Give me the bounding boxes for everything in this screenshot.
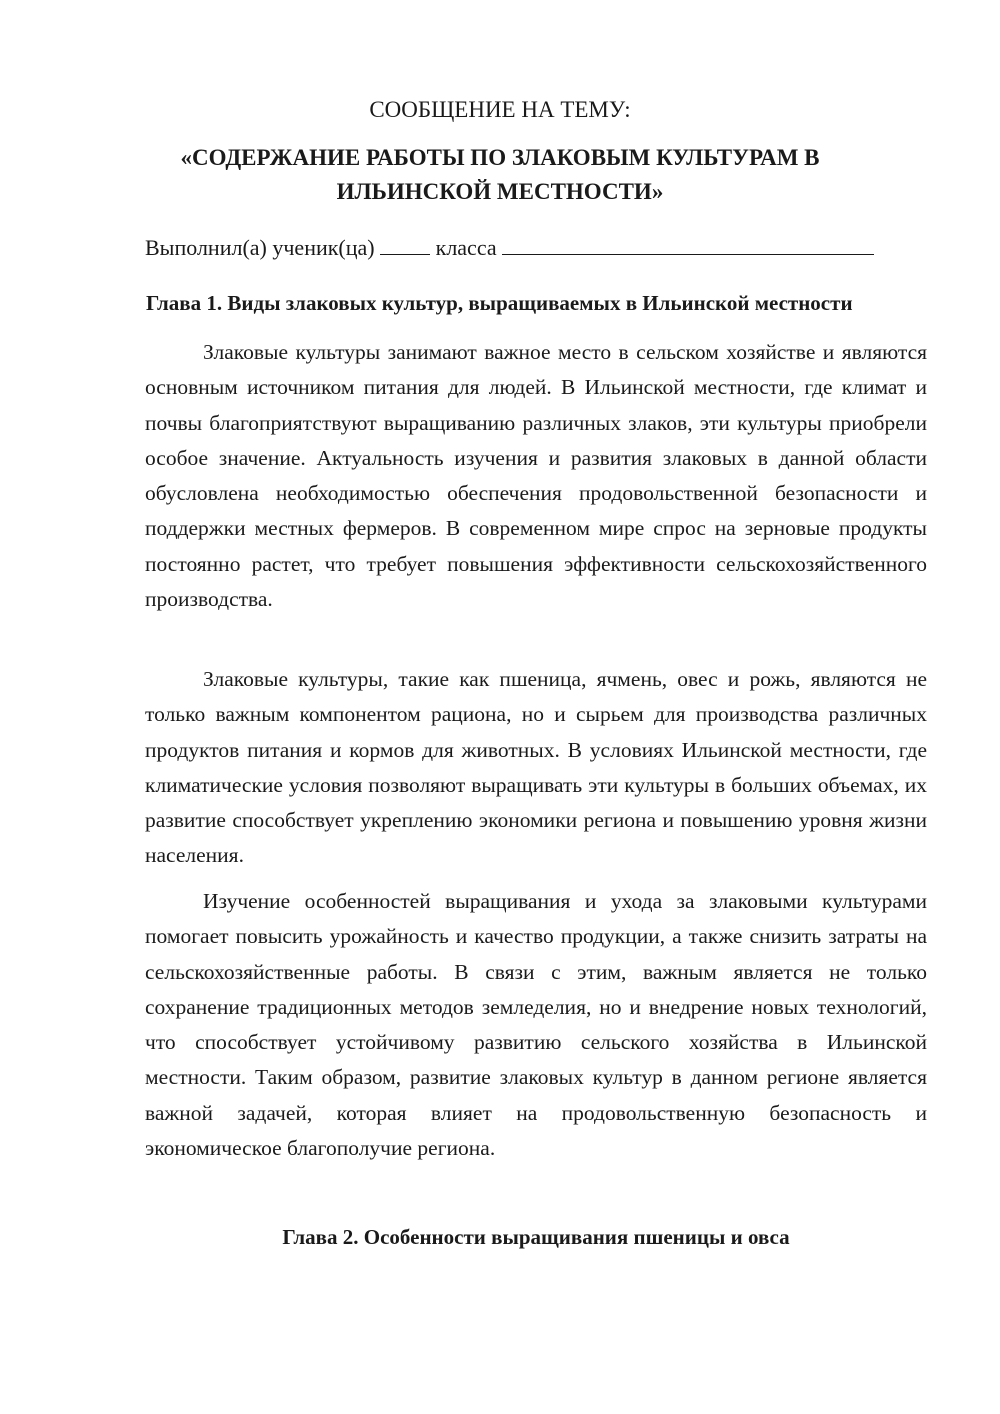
author-prefix: Выполнил(а) ученик(ца): [145, 235, 381, 260]
document-title-line-1: СООБЩЕНИЕ НА ТЕМУ:: [369, 97, 631, 122]
paragraph-1: Злаковые культуры занимают важное место в сельском хозяйстве и являются основным источником питания для людей. В Ильинской местности, где климат и почвы благоприятствуют выращиванию различных злаков, эти культуры приобрели особое значение. Актуальность изучения и развития злаковых в данной области обусловлена необходимостью обеспечения продовольственной безопасности и поддержки местных фермеров. В современном мире спрос на зерновые продукты постоянно растет, что требует повышения эффективности сельскохозяйственного производства.: [145, 340, 927, 612]
author-middle: класса: [430, 235, 503, 260]
document-title-line-3: ИЛЬИНСКОЙ МЕСТНОСТИ»: [336, 179, 664, 204]
document-title-line-2: «СОДЕРЖАНИЕ РАБОТЫ ПО ЗЛАКОВЫМ КУЛЬТУРАМ В: [180, 145, 820, 170]
class-blank-field: [380, 234, 430, 255]
paragraph-3: Изучение особенностей выращивания и ухода за злаковыми культурами помогает повысить урожайность и качество продукции, а также снизить затраты на сельскохозяйственные работы. В связи с этим, важным является не только сохранение традиционных методов земледелия, но и внедрение новых технологий, что способствует устойчивому развитию сельского хозяйства в Ильинской местности. Таким образом, развитие злаковых культур в данном регионе является важной задачей, которая влияет на продовольственную безопасность и экономическое благополучие региона.: [145, 889, 927, 1161]
author-line: [145, 233, 925, 263]
paragraph-2: Злаковые культуры, такие как пшеница, ячмень, овес и рожь, являются не только важным компонентом рациона, но и сырьем для производства различных продуктов питания и кормов для животных. В условиях Ильинской местности, где климатические условия позволяют выращивать эти культуры в больших объемах, их развитие способствует укреплению экономики региона и повышению уровня жизни населения.: [145, 667, 927, 868]
chapter-1-heading: Глава 1. Виды злаковых культур, выращиваемых в Ильинской местности: [146, 291, 853, 315]
name-blank-field: [502, 234, 874, 255]
chapter-2-heading: Глава 2. Особенности выращивания пшеницы и овса: [282, 1225, 790, 1249]
